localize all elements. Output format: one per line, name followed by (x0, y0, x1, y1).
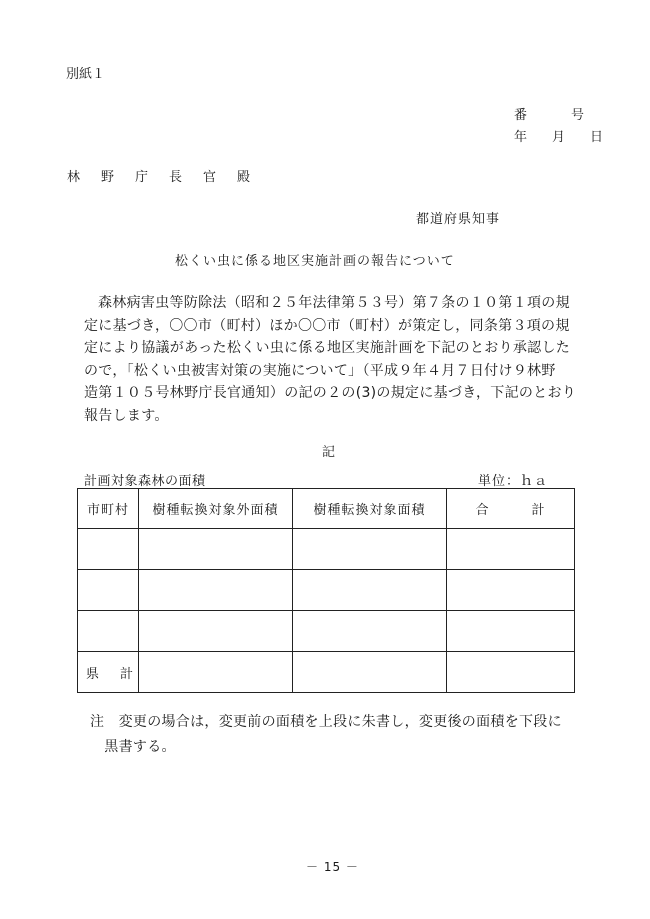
body-line: 報告します。 (84, 407, 169, 424)
table-total-row (78, 652, 575, 693)
sender: 都道府県知事 (416, 212, 501, 227)
body-line: ので，「松くい虫被害対策の実施について」（平成９年４月７日付け９林野 (84, 362, 556, 379)
area-table (77, 488, 575, 693)
table-cell (447, 570, 575, 611)
table-cell (139, 611, 293, 652)
ki-heading: 記 (322, 445, 336, 460)
header-municipality: 市町村 (78, 489, 139, 529)
table-cell (293, 570, 447, 611)
table-cell (293, 611, 447, 652)
prefecture-total-label: 県 計 (78, 652, 139, 693)
note-line: 黒書する。 (90, 739, 176, 755)
unit-label: 単位：ｈａ (478, 474, 549, 489)
document-title: 松くい虫に係る地区実施計画の報告について (175, 254, 455, 269)
table-cell (78, 570, 139, 611)
table-cell (78, 529, 139, 570)
body-line: 定により協議があった松くい虫に係る地区実施計画を下記のとおり承認した (84, 340, 571, 356)
body-paragraph (84, 292, 590, 427)
reference-number-label: 番 号 (514, 108, 591, 123)
addressee: 林 野 庁 長 官 殿 (67, 170, 255, 185)
body-line: 造第１０５号林野庁長官通知）の記の２の(3)の規定に基づき，下記のとおり (84, 385, 577, 401)
table-cell (139, 529, 293, 570)
table-cell (139, 652, 293, 693)
header-non-conversion-area: 樹種転換対象外面積 (139, 489, 293, 529)
table-row (78, 529, 575, 570)
table-cell (293, 529, 447, 570)
note (90, 710, 610, 760)
table-cell (78, 611, 139, 652)
table-header-row (78, 489, 575, 529)
body-line: 森林病害虫等防除法（昭和２５年法律第５３号）第７条の１０第１項の規 (98, 295, 570, 311)
date-label: 年 月 日 (514, 130, 610, 145)
header-total: 合 計 (447, 489, 575, 529)
table-caption: 計画対象森林の面積 (84, 474, 206, 489)
body-line: 定に基づき，〇〇市（町村）ほか〇〇市（町村）が策定し，同条第３項の規 (84, 317, 570, 334)
note-line: 注 変更の場合は，変更前の面積を上段に朱書し，変更後の面積を下段に (90, 714, 562, 730)
table-row (78, 570, 575, 611)
table-cell (447, 611, 575, 652)
page-number: － 15 － (306, 860, 359, 874)
table-row (78, 611, 575, 652)
attachment-label: 別紙１ (66, 67, 106, 82)
table-cell (139, 570, 293, 611)
header-conversion-area: 樹種転換対象面積 (293, 489, 447, 529)
table-cell (447, 529, 575, 570)
table-cell (293, 652, 447, 693)
table-cell (447, 652, 575, 693)
